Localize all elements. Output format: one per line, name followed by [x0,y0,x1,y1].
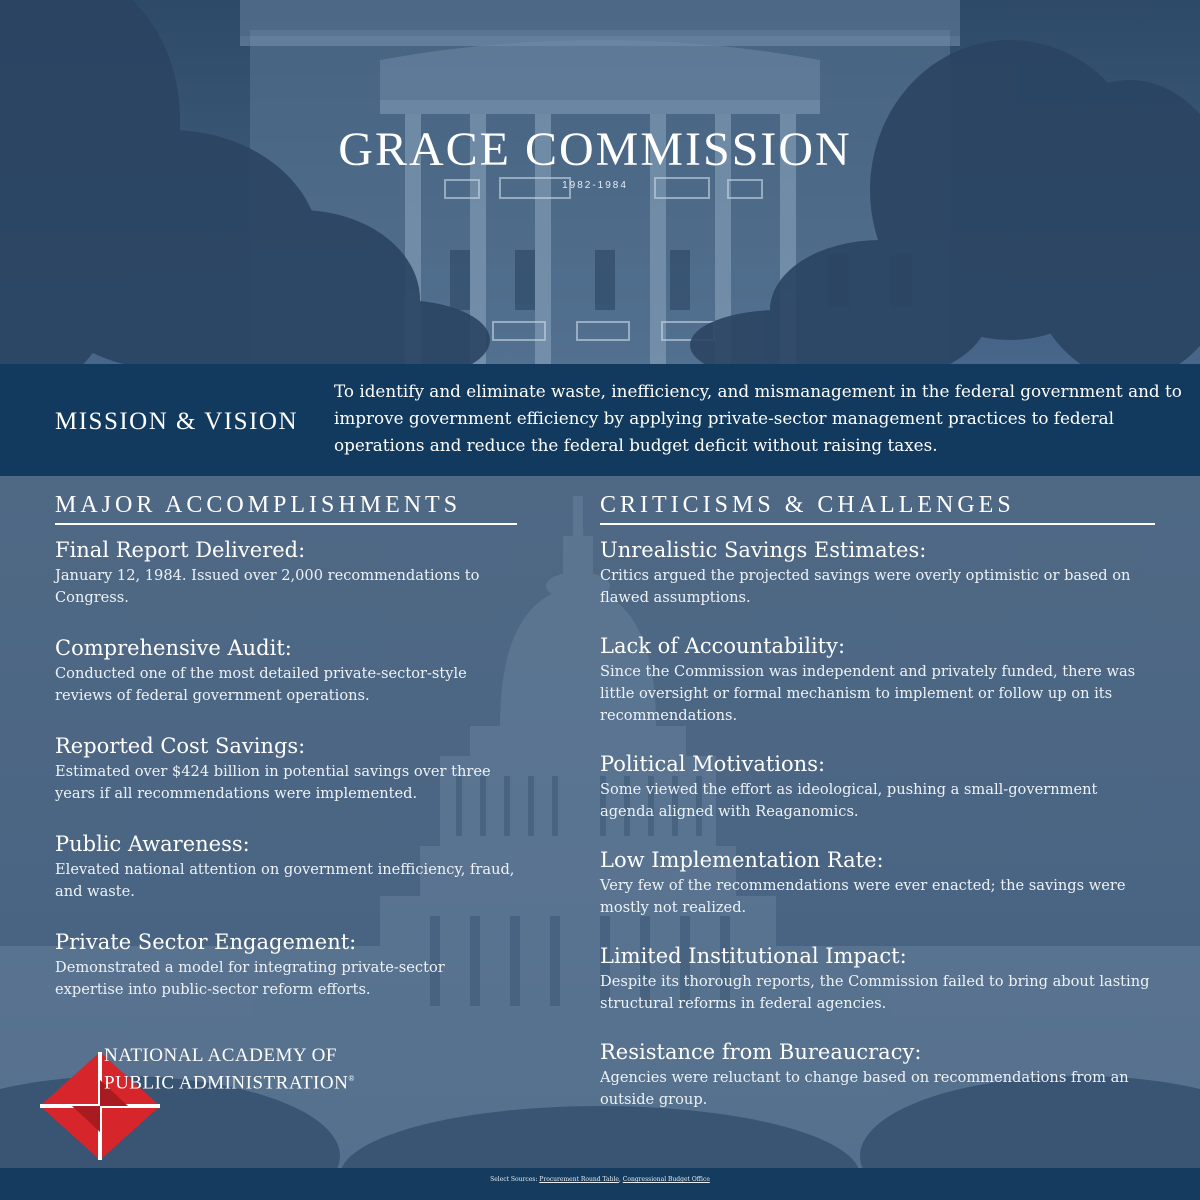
accomplishment-title: Comprehensive Audit: [55,636,292,660]
registered-mark: ® [348,1074,355,1083]
criticism-item [600,631,1155,727]
accomplishment-item [55,731,517,805]
page-title: GRACE COMMISSION [338,123,852,176]
criticisms-heading: CRITICISMS & CHALLENGES [600,492,1155,525]
logo-line-2 [104,1067,355,1094]
accomplishments-heading: MAJOR ACCOMPLISHMENTS [55,492,517,525]
source-link-cbo[interactable]: Congressional Budget Office [622,1176,710,1183]
criticism-text: Critics argued the projected savings were overly optimistic or based on flawed assumptions. [600,567,1131,606]
logo-line-1: NATIONAL ACADEMY OF [104,1045,337,1066]
criticisms-column [600,492,1155,1133]
criticism-item [600,749,1155,823]
accomplishment-text: Estimated over $424 billion in potential savings over three years if all recommendations were implemented. [55,763,491,802]
date-range: 1982-1984 [562,180,628,191]
accomplishment-text: Elevated national attention on government inefficiency, fraud, and waste. [55,861,515,900]
accomplishment-item [55,829,517,903]
logo-line-2-text: PUBLIC ADMINISTRATION [104,1072,349,1094]
sources-prefix: Select Sources: [490,1176,540,1183]
criticism-text: Very few of the recommendations were ever enacted; the savings were mostly not realized. [600,877,1126,916]
hero-banner [0,0,1200,364]
accomplishment-item [55,535,517,609]
sources-footer [0,1168,1200,1200]
napa-logo-text [104,1044,355,1094]
criticism-text: Since the Commission was independent and privately funded, there was little oversight or formal mechanism to implement or follow up on its recommendations. [600,663,1136,724]
sources-separator: , [618,1176,623,1183]
criticism-title: Political Motivations: [600,752,826,776]
accomplishment-text: Conducted one of the most detailed private-sector-style reviews of federal government operations. [55,665,467,704]
mission-label: MISSION & VISION [55,408,299,435]
accomplishment-title: Reported Cost Savings: [55,734,306,758]
accomplishment-title: Final Report Delivered: [55,538,306,562]
criticism-title: Limited Institutional Impact: [600,944,907,968]
criticism-text: Some viewed the effort as ideological, pushing a small-government agenda aligned with Reaganomics. [600,781,1098,820]
napa-logo [38,1040,358,1165]
criticism-text: Agencies were reluctant to change based on recommendations from an outside group. [600,1069,1129,1108]
mission-text: To identify and eliminate waste, inefficiency, and mismanagement in the federal government and to improve government efficiency by applying private-sector management practices to federal operations and reduce the federal budget deficit without raising taxes. [334,381,1182,455]
criticism-item [600,535,1155,609]
accomplishment-item [55,633,517,707]
accomplishment-text: Demonstrated a model for integrating private-sector expertise into public-sector reform efforts. [55,959,445,998]
accomplishment-text: January 12, 1984. Issued over 2,000 recommendations to Congress. [55,567,480,606]
accomplishment-item [55,927,517,1001]
accomplishment-title: Private Sector Engagement: [55,930,357,954]
accomplishments-column [55,492,517,1025]
criticism-item [600,845,1155,919]
criticism-title: Lack of Accountability: [600,634,846,658]
criticism-item [600,941,1155,1015]
accomplishment-title: Public Awareness: [55,832,250,856]
criticism-item [600,1037,1155,1111]
criticism-title: Resistance from Bureaucracy: [600,1040,922,1064]
criticism-title: Low Implementation Rate: [600,848,884,872]
criticism-text: Despite its thorough reports, the Commission failed to bring about lasting structural reforms in federal agencies. [600,973,1150,1012]
source-link-procurement-round-table[interactable]: Procurement Round Table [539,1176,619,1183]
criticism-title: Unrealistic Savings Estimates: [600,538,927,562]
